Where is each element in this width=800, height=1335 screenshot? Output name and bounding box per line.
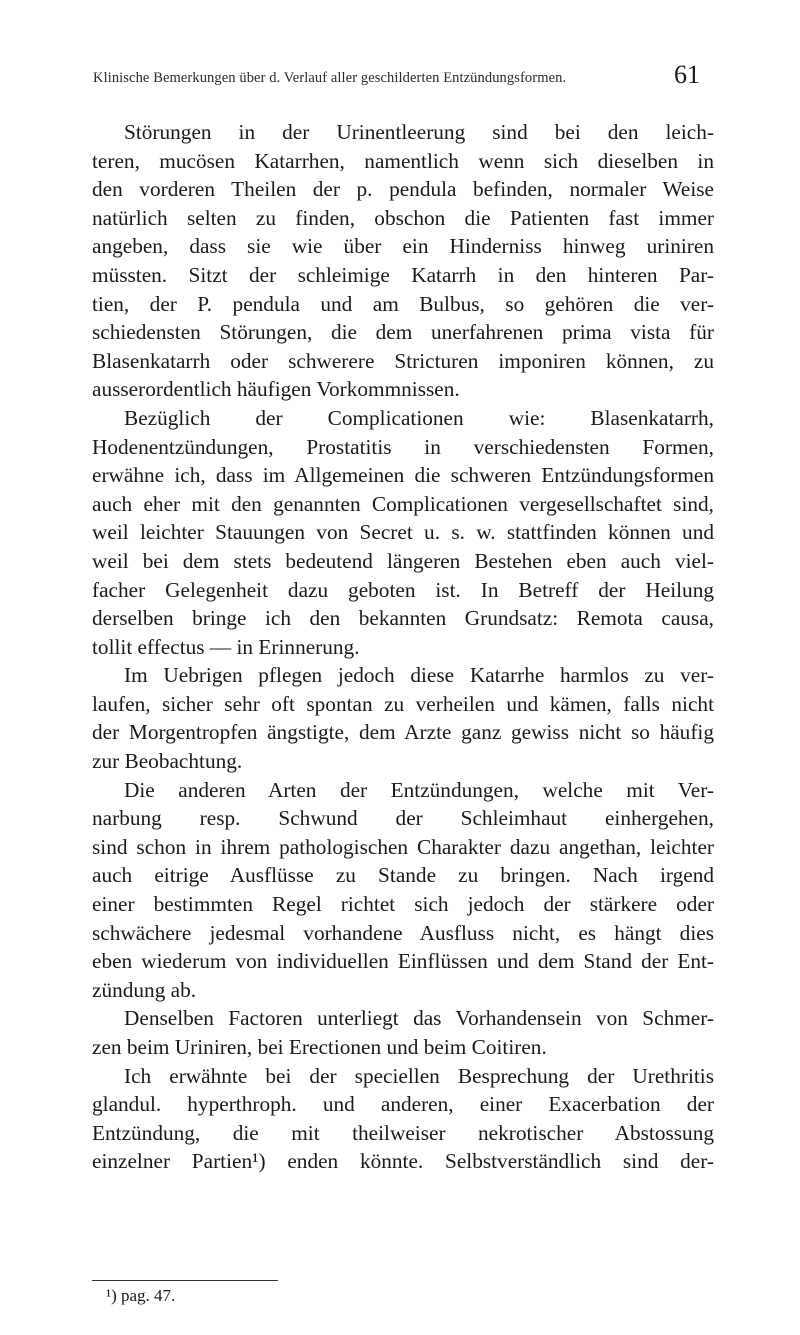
paragraph-2: [92, 404, 714, 661]
text-line: angeben, dass sie wie über ein Hinderniss hinweg uriniren: [92, 234, 714, 259]
footnote: ¹) pag. 47.: [106, 1286, 176, 1305]
page-number: 61: [674, 60, 700, 89]
text-line: natürlich selten zu finden, obschon die Patienten fast immer: [92, 205, 714, 230]
footnote-rule: [92, 1280, 278, 1281]
text-line: schiedensten Störungen, die dem unerfahrenen prima vista für: [92, 320, 714, 345]
text-line: auch eitrige Ausflüsse zu Stande zu bringen. Nach irgend: [92, 863, 714, 888]
text-line: narbung resp. Schwund der Schleimhaut einhergehen,: [92, 806, 714, 831]
text-line: teren, mucösen Katarrhen, namentlich wenn sich dieselben in: [92, 148, 714, 173]
text-line: laufen, sicher sehr oft spontan zu verheilen und kämen, falls nicht: [92, 691, 714, 716]
text-line: tollit effectus — in Erinnerung.: [92, 634, 360, 659]
text-line: Die anderen Arten der Entzündungen, welche mit Ver-: [124, 777, 714, 802]
text-line: weil leichter Stauungen von Secret u. s. w. stattfinden können und: [92, 520, 714, 545]
text-line: sind schon in ihrem pathologischen Charakter dazu angethan, leichter: [92, 834, 714, 859]
text-line: Bezüglich der Complicationen wie: Blasenkatarrh,: [124, 405, 714, 430]
text-line: weil bei dem stets bedeutend längeren Bestehen eben auch viel-: [92, 548, 714, 573]
text-line: Im Uebrigen pflegen jedoch diese Katarrhe harmlos zu ver-: [124, 663, 714, 688]
text-line: derselben bringe ich den bekannten Grundsatz: Remota causa,: [92, 606, 714, 631]
text-line: Störungen in der Urinentleerung sind bei den leich-: [124, 120, 714, 144]
paragraph-5: [92, 1004, 714, 1061]
paragraph-1: [92, 118, 714, 404]
text-line: tien, der P. pendula und am Bulbus, so gehören die ver-: [92, 291, 714, 316]
text-line: eben wiederum von individuellen Einflüssen und dem Stand der Ent-: [92, 949, 714, 974]
text-line: einer bestimmten Regel richtet sich jedoch der stärkere oder: [92, 892, 714, 917]
text-line: Blasenkatarrh oder schwerere Stricturen imponiren können, zu: [92, 348, 714, 373]
text-line: einzelner Partien¹) enden könnte. Selbstverständlich sind der-: [92, 1149, 714, 1174]
running-head: Klinische Bemerkungen über d. Verlauf aller geschilderten Entzündungsformen.: [93, 70, 567, 86]
paragraph-6: [92, 1062, 714, 1176]
paragraph-3: [92, 661, 714, 775]
text-line: zur Beobachtung.: [92, 749, 243, 774]
body-text: [92, 118, 714, 1176]
text-line: Entzündung, die mit theilweiser nekrotischer Abstossung: [92, 1120, 714, 1145]
text-line: zen beim Uriniren, bei Erectionen und beim Coitiren.: [92, 1035, 547, 1059]
text-line: zündung ab.: [92, 977, 197, 1002]
paragraph-4: [92, 776, 714, 1005]
text-line: Hodenentzündungen, Prostatitis in verschiedensten Formen,: [92, 434, 714, 459]
text-line: der Morgentropfen ängstigte, dem Arzte ganz gewiss nicht so häufig: [92, 720, 714, 745]
text-line: Ich erwähnte bei der speciellen Besprechung der Urethritis: [124, 1063, 714, 1088]
text-line: müssten. Sitzt der schleimige Katarrh in den hinteren Par-: [92, 262, 714, 287]
text-line: erwähne ich, dass im Allgemeinen die schweren Entzündungsformen: [92, 463, 714, 488]
text-line: glandul. hyperthroph. und anderen, einer Exacerbation der: [92, 1092, 714, 1117]
text-line: ausserordentlich häufigen Vorkommnissen.: [92, 377, 460, 402]
text-line: facher Gelegenheit dazu geboten ist. In Betreff der Heilung: [92, 577, 714, 602]
text-line: auch eher mit den genannten Complicationen vergesellschaftet sind,: [92, 491, 714, 516]
text-line: schwächere jedesmal vorhandene Ausfluss nicht, es hängt dies: [92, 920, 714, 945]
text-line: Denselben Factoren unterliegt das Vorhandensein von Schmer-: [124, 1006, 714, 1031]
text-line: den vorderen Theilen der p. pendula befinden, normaler Weise: [92, 177, 714, 202]
